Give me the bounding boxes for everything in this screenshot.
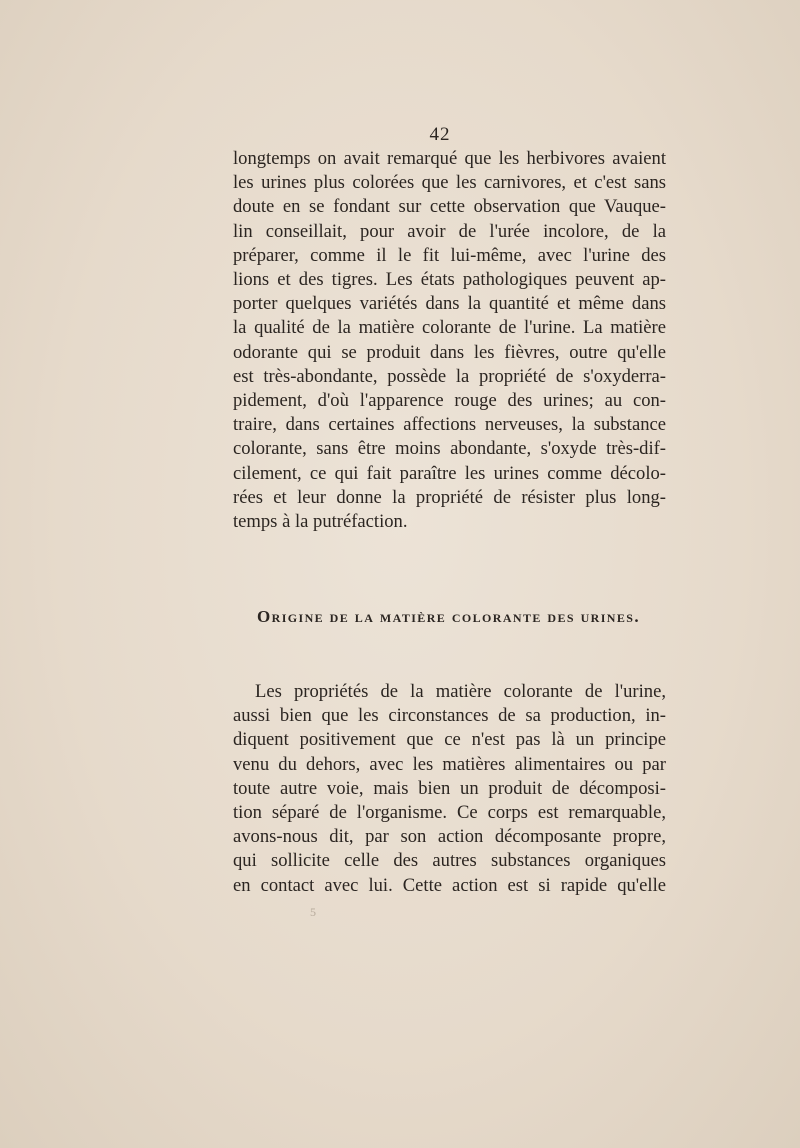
text-line: doute en se fondant sur cette observation que Vauque- — [233, 196, 666, 218]
text-line: est très-abondante, possède la propriété de s'oxyderra- — [233, 365, 666, 387]
text-line: temps à la putréfaction. — [233, 511, 408, 533]
text-line: colorante, sans être moins abondante, s'oxyde très-dif- — [233, 438, 666, 460]
paragraph-1 — [233, 147, 666, 534]
page-number: 42 — [429, 124, 451, 145]
text-line: Les propriétés de la matière colorante de l'urine, — [255, 681, 666, 702]
text-line: porter quelques variétés dans la quantité et même dans — [233, 293, 666, 315]
paragraph-2 — [233, 680, 666, 898]
text-line: en contact avec lui. Cette action est si rapide qu'elle — [233, 874, 666, 896]
text-line: les urines plus colorées que les carnivores, et c'est sans — [233, 172, 666, 194]
text-line: tion séparé de l'organisme. Ce corps est remarquable, — [233, 802, 666, 824]
text-line: lin conseillait, pour avoir de l'urée incolore, de la — [233, 220, 666, 242]
section-heading: Origine de la matière colorante des urines. — [257, 607, 641, 626]
text-line: préparer, comme il le fit lui-même, avec l'urine des — [233, 244, 666, 266]
text-line: avons-nous dit, par son action décomposante propre, — [233, 826, 666, 848]
text-line: diquent positivement que ce n'est pas là un principe — [233, 729, 666, 751]
text-line: odorante qui se produit dans les fièvres, outre qu'elle — [233, 341, 666, 363]
text-line: traire, dans certaines affections nerveuses, la substance — [233, 414, 666, 436]
text-line: cilement, ce qui fait paraître les urines comme décolo- — [233, 462, 666, 484]
text-line: toute autre voie, mais bien un produit de décomposi- — [233, 777, 666, 799]
text-line: venu du dehors, avec les matières alimentaires ou par — [233, 753, 666, 775]
text-line: lions et des tigres. Les états pathologiques peuvent ap- — [233, 269, 666, 291]
text-line: la qualité de la matière colorante de l'urine. La matière — [233, 317, 666, 339]
text-line: longtemps on avait remarqué que les herbivores avaient — [233, 148, 666, 169]
signature-mark: 5 — [310, 905, 316, 919]
text-line: aussi bien que les circonstances de sa production, in- — [233, 705, 666, 727]
text-line: rées et leur donne la propriété de résister plus long- — [233, 486, 666, 508]
text-line: pidement, d'où l'apparence rouge des urines; au con- — [233, 390, 666, 412]
text-line: qui sollicite celle des autres substances organiques — [233, 850, 666, 872]
